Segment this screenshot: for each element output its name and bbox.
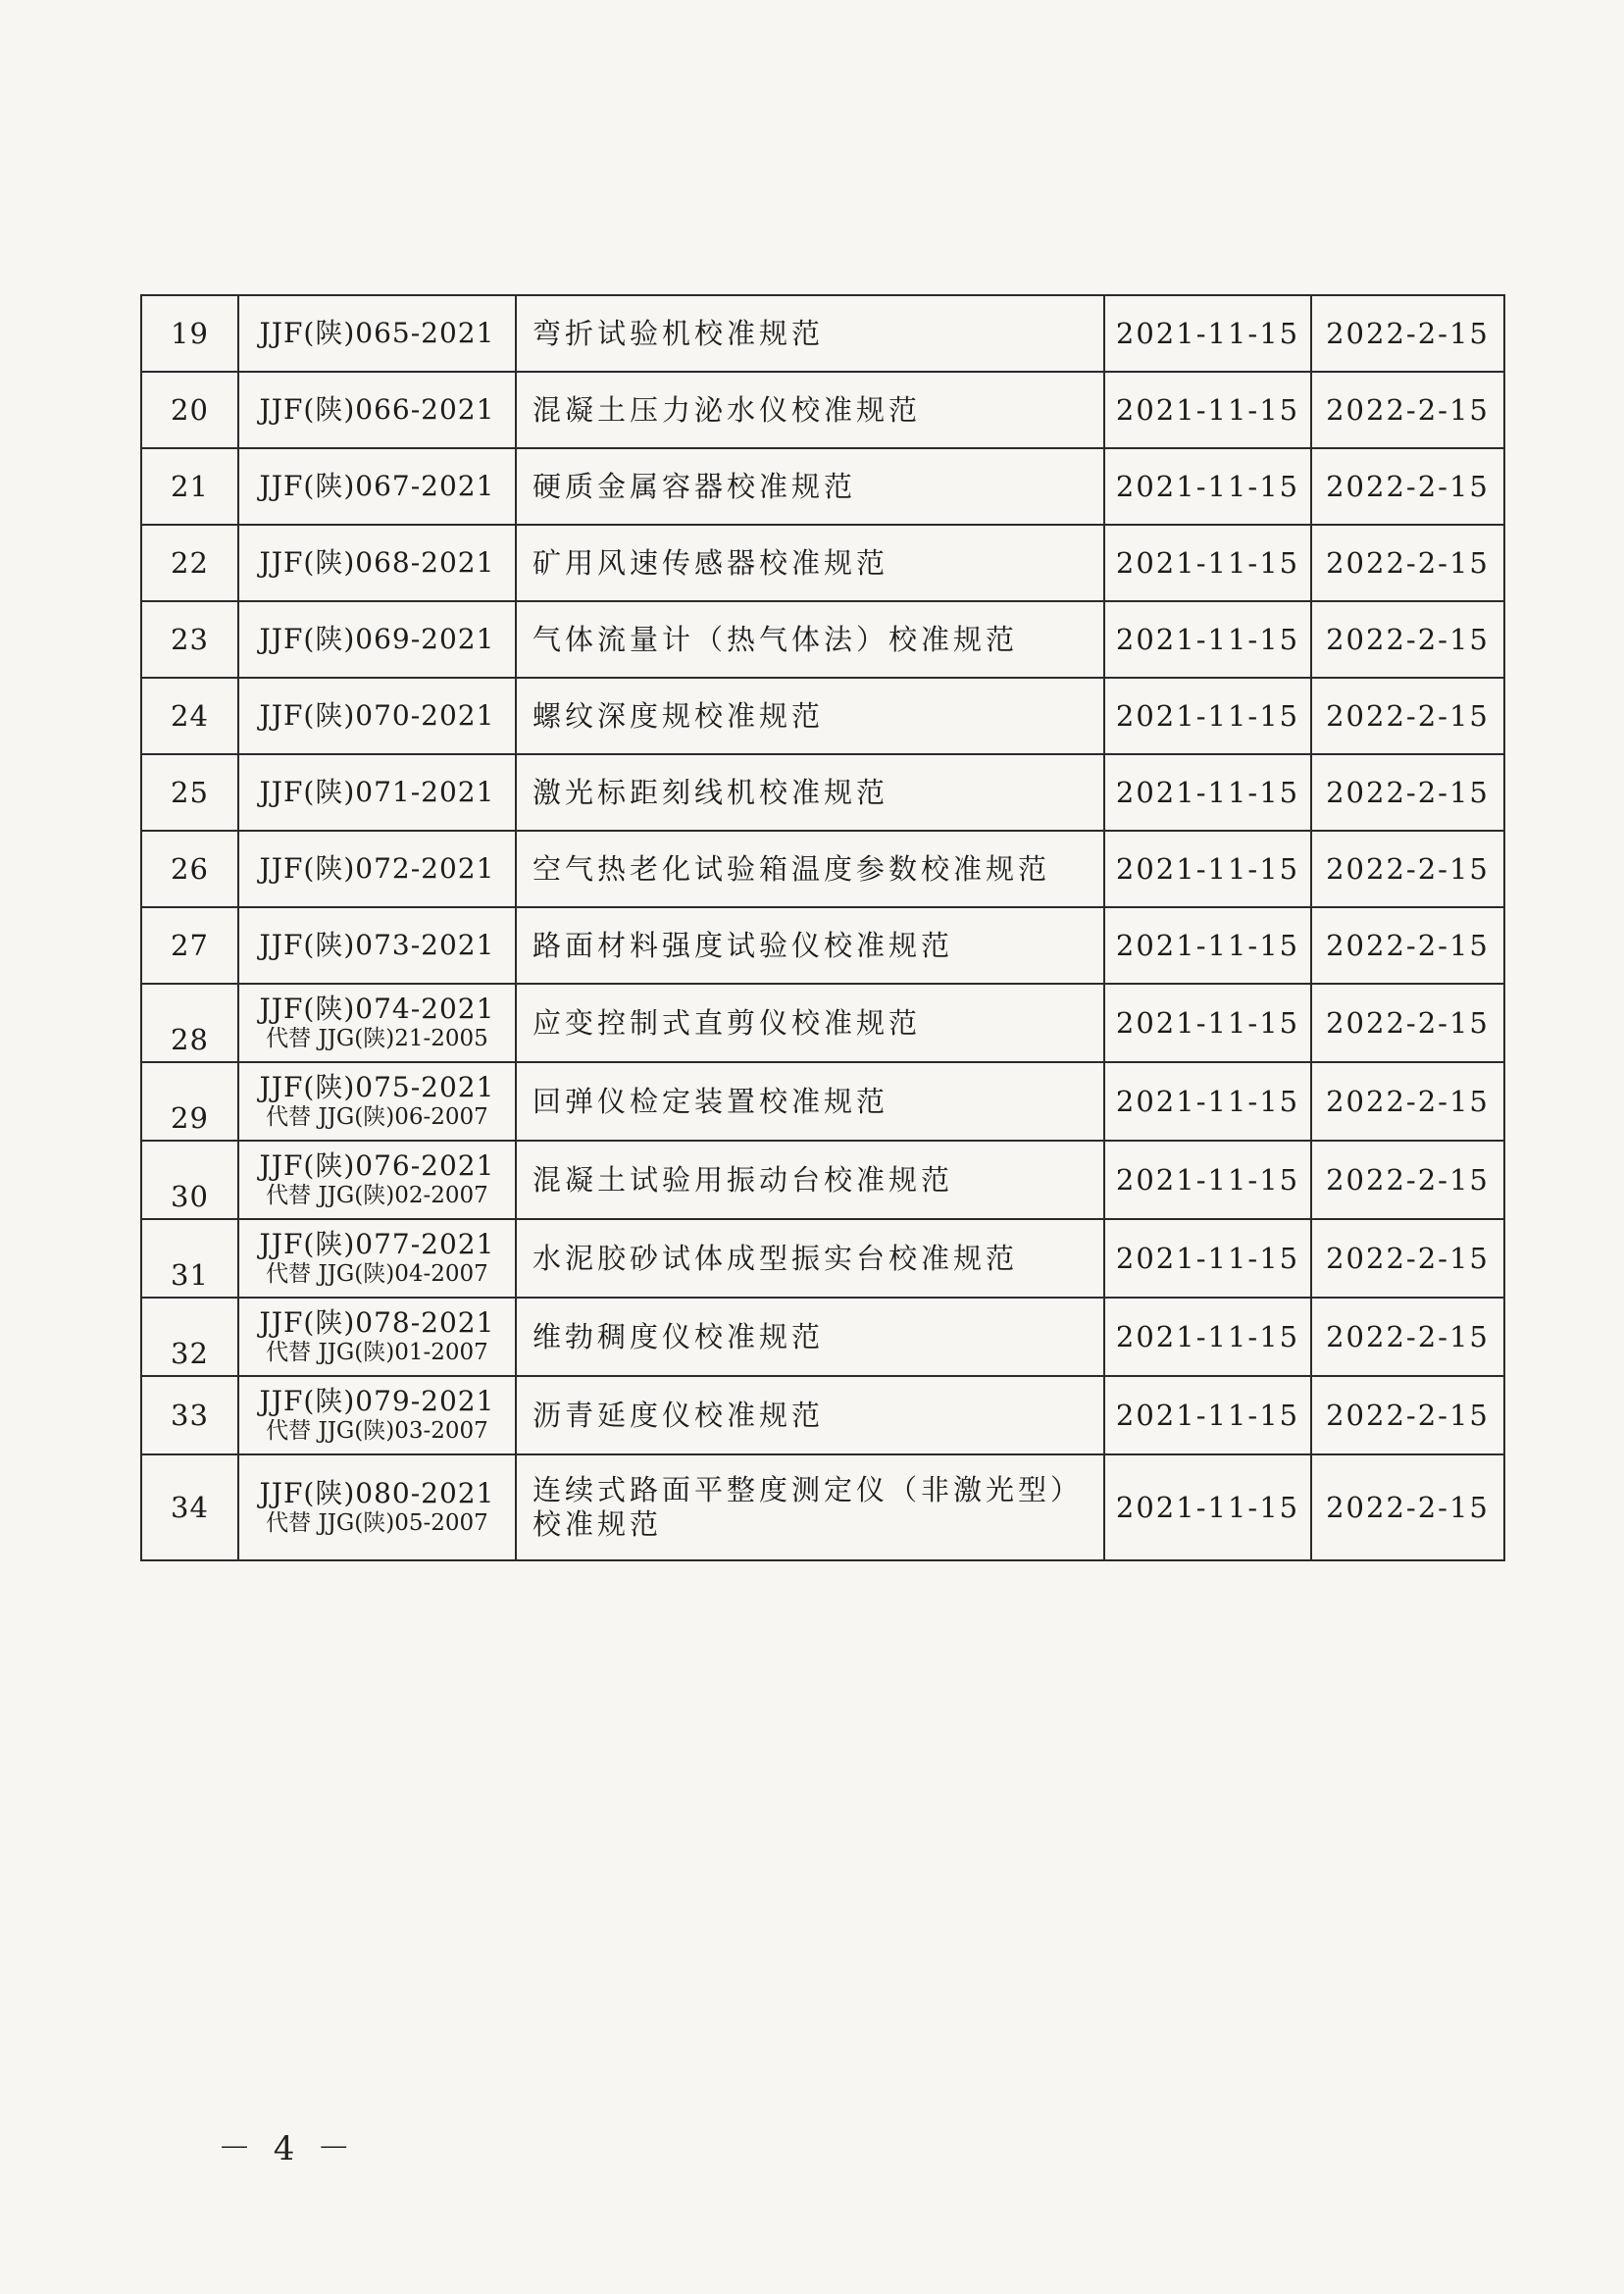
row-number: 30 [141,1141,238,1219]
effective-date: 2022-2-15 [1311,831,1504,907]
standard-code-cell [238,678,516,754]
standard-code-cell [238,754,516,831]
standard-name: 沥青延度仪校准规范 [516,1376,1104,1454]
publish-date: 2021-11-15 [1104,754,1311,831]
replaced-standard: 代替 JJG(陕)02-2007 [266,1183,488,1208]
standard-code-cell [238,372,516,448]
effective-date: 2022-2-15 [1311,678,1504,754]
replaced-standard: 代替 JJG(陕)21-2005 [266,1026,488,1051]
standard-code-cell [238,1454,516,1560]
standard-name: 混凝土压力泌水仪校准规范 [516,372,1104,448]
standard-name: 水泥胶砂试体成型振实台校准规范 [516,1219,1104,1298]
standard-code-cell [238,1141,516,1219]
row-number: 34 [141,1454,238,1560]
standard-name: 激光标距刻线机校准规范 [516,754,1104,831]
publish-date: 2021-11-15 [1104,831,1311,907]
replaced-standard: 代替 JJG(陕)06-2007 [266,1104,488,1130]
standards-table [140,294,1505,1561]
table-row [141,372,1504,448]
table-row [141,831,1504,907]
standard-code-cell [238,295,516,372]
standard-code-cell [238,601,516,678]
table-row [141,754,1504,831]
publish-date: 2021-11-15 [1104,525,1311,601]
row-number: 27 [141,907,238,984]
standard-name: 混凝土试验用振动台校准规范 [516,1141,1104,1219]
standard-name: 弯折试验机校准规范 [516,295,1104,372]
standard-name: 应变控制式直剪仪校准规范 [516,984,1104,1062]
row-number: 31 [141,1219,238,1298]
row-number: 25 [141,754,238,831]
effective-date: 2022-2-15 [1311,1062,1504,1141]
standard-code: JJF(陕)076-2021 [259,1149,495,1183]
effective-date: 2022-2-15 [1311,984,1504,1062]
row-number: 28 [141,984,238,1062]
standard-name: 空气热老化试验箱温度参数校准规范 [516,831,1104,907]
effective-date: 2022-2-15 [1311,295,1504,372]
standard-code-cell [238,1062,516,1141]
table-row [141,525,1504,601]
standard-name: 路面材料强度试验仪校准规范 [516,907,1104,984]
standard-code: JJF(陕)077-2021 [259,1228,495,1261]
standard-code: JJF(陕)075-2021 [259,1071,495,1104]
publish-date: 2021-11-15 [1104,295,1311,372]
row-number: 33 [141,1376,238,1454]
publish-date: 2021-11-15 [1104,601,1311,678]
table-row [141,1062,1504,1141]
standard-code: JJF(陕)080-2021 [259,1477,495,1510]
effective-date: 2022-2-15 [1311,1454,1504,1560]
effective-date: 2022-2-15 [1311,1376,1504,1454]
table-body [141,295,1504,1560]
row-number: 22 [141,525,238,601]
effective-date: 2022-2-15 [1311,754,1504,831]
standard-name: 矿用风速传感器校准规范 [516,525,1104,601]
standard-code-cell [238,1376,516,1454]
replaced-standard: 代替 JJG(陕)05-2007 [266,1510,488,1536]
effective-date: 2022-2-15 [1311,1298,1504,1376]
publish-date: 2021-11-15 [1104,1298,1311,1376]
row-number: 26 [141,831,238,907]
publish-date: 2021-11-15 [1104,1376,1311,1454]
standard-code-cell [238,525,516,601]
table-row [141,601,1504,678]
table-row [141,1219,1504,1298]
table-row [141,1298,1504,1376]
publish-date: 2021-11-15 [1104,372,1311,448]
effective-date: 2022-2-15 [1311,1141,1504,1219]
row-number: 19 [141,295,238,372]
standard-name: 维勃稠度仪校准规范 [516,1298,1104,1376]
table-row [141,1454,1504,1560]
standard-name: 硬质金属容器校准规范 [516,448,1104,525]
publish-date: 2021-11-15 [1104,984,1311,1062]
standard-name: 螺纹深度规校准规范 [516,678,1104,754]
page-number: － 4 － [218,2129,357,2168]
table-row [141,1141,1504,1219]
standard-name: 回弹仪检定装置校准规范 [516,1062,1104,1141]
standard-code: JJF(陕)072-2021 [259,852,495,886]
row-number: 23 [141,601,238,678]
publish-date: 2021-11-15 [1104,678,1311,754]
row-number: 20 [141,372,238,448]
publish-date: 2021-11-15 [1104,448,1311,525]
standard-code: JJF(陕)066-2021 [259,393,495,427]
standard-name: 连续式路面平整度测定仪（非激光型）校准规范 [516,1454,1104,1560]
standard-code-cell [238,448,516,525]
publish-date: 2021-11-15 [1104,1141,1311,1219]
standard-name: 气体流量计（热气体法）校准规范 [516,601,1104,678]
effective-date: 2022-2-15 [1311,525,1504,601]
table-row [141,1376,1504,1454]
publish-date: 2021-11-15 [1104,907,1311,984]
standard-code-cell [238,1298,516,1376]
standard-code: JJF(陕)069-2021 [259,623,495,656]
table-row [141,907,1504,984]
standard-code: JJF(陕)070-2021 [259,699,495,733]
standard-code: JJF(陕)068-2021 [259,546,495,580]
table-row [141,984,1504,1062]
standard-code: JJF(陕)074-2021 [259,993,495,1026]
effective-date: 2022-2-15 [1311,372,1504,448]
effective-date: 2022-2-15 [1311,601,1504,678]
standard-code: JJF(陕)071-2021 [259,776,495,809]
table-row [141,678,1504,754]
standard-code: JJF(陕)078-2021 [259,1306,495,1340]
effective-date: 2022-2-15 [1311,448,1504,525]
standard-code-cell [238,1219,516,1298]
replaced-standard: 代替 JJG(陕)04-2007 [266,1261,488,1287]
row-number: 32 [141,1298,238,1376]
publish-date: 2021-11-15 [1104,1454,1311,1560]
standard-code-cell [238,831,516,907]
table-row [141,295,1504,372]
standard-code: JJF(陕)065-2021 [259,317,495,350]
standard-code: JJF(陕)067-2021 [259,470,495,503]
standard-code-cell [238,984,516,1062]
effective-date: 2022-2-15 [1311,1219,1504,1298]
publish-date: 2021-11-15 [1104,1062,1311,1141]
replaced-standard: 代替 JJG(陕)03-2007 [266,1418,488,1444]
row-number: 24 [141,678,238,754]
standard-code: JJF(陕)073-2021 [259,929,495,962]
row-number: 29 [141,1062,238,1141]
table-row [141,448,1504,525]
standard-code-cell [238,907,516,984]
replaced-standard: 代替 JJG(陕)01-2007 [266,1340,488,1365]
effective-date: 2022-2-15 [1311,907,1504,984]
publish-date: 2021-11-15 [1104,1219,1311,1298]
row-number: 21 [141,448,238,525]
standard-code: JJF(陕)079-2021 [259,1385,495,1418]
